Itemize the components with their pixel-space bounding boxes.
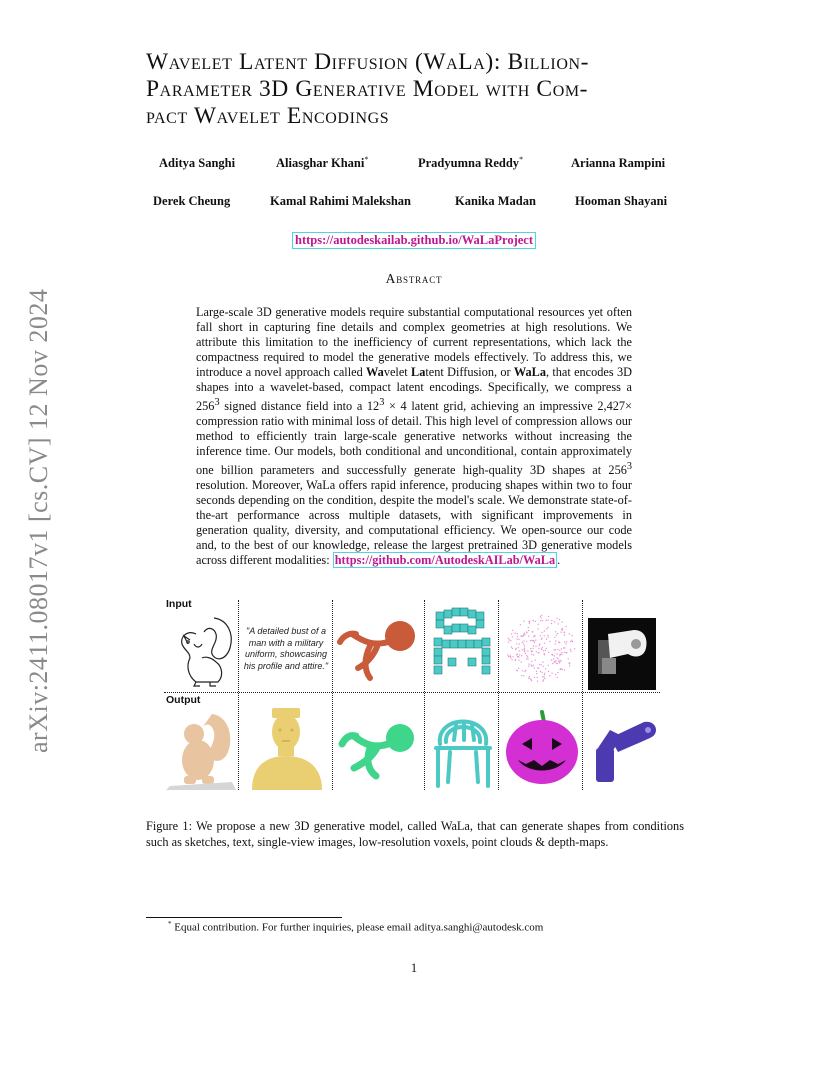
point-cloud-dot bbox=[538, 652, 539, 653]
title-line-2: Parameter 3D Generative Model with Com- bbox=[146, 76, 589, 102]
point-cloud-dot bbox=[570, 649, 571, 650]
point-cloud-dot bbox=[525, 670, 526, 671]
point-cloud-dot bbox=[564, 632, 565, 633]
point-cloud-dot bbox=[533, 620, 534, 621]
point-cloud-dot bbox=[511, 646, 512, 647]
point-cloud-dot bbox=[528, 663, 529, 664]
point-cloud-dot bbox=[524, 671, 525, 672]
point-cloud-dot bbox=[544, 643, 545, 644]
point-cloud-dot bbox=[540, 635, 541, 636]
point-cloud-dot bbox=[554, 637, 555, 638]
point-cloud-dot bbox=[531, 651, 532, 652]
point-cloud-dot bbox=[561, 632, 562, 633]
point-cloud-dot bbox=[526, 658, 527, 659]
point-cloud-dot bbox=[564, 669, 565, 670]
point-cloud-dot bbox=[507, 654, 508, 655]
point-cloud-dot bbox=[544, 653, 545, 654]
point-cloud-dot bbox=[516, 638, 517, 639]
point-cloud-dot bbox=[546, 648, 547, 649]
point-cloud-dot bbox=[543, 679, 544, 680]
point-cloud-dot bbox=[524, 648, 525, 649]
point-cloud-dot bbox=[559, 655, 560, 656]
point-cloud-dot bbox=[555, 662, 556, 663]
point-cloud-dot bbox=[519, 654, 520, 655]
point-cloud-dot bbox=[544, 630, 545, 631]
point-cloud-dot bbox=[540, 671, 541, 672]
point-cloud-dot bbox=[559, 650, 560, 651]
point-cloud-dot bbox=[533, 645, 534, 646]
squirrel-output bbox=[166, 706, 236, 790]
point-cloud-dot bbox=[541, 649, 542, 650]
point-cloud-dot bbox=[524, 645, 525, 646]
point-cloud-dot bbox=[551, 620, 552, 621]
point-cloud-dot bbox=[571, 640, 572, 641]
point-cloud-dot bbox=[547, 627, 548, 628]
point-cloud-dot bbox=[525, 653, 526, 654]
author-name: Derek Cheung bbox=[153, 194, 231, 209]
point-cloud-dot bbox=[545, 650, 546, 651]
point-cloud-dot bbox=[551, 623, 552, 624]
point-cloud-dot bbox=[555, 649, 556, 650]
point-cloud-dot bbox=[511, 633, 512, 634]
point-cloud-dot bbox=[556, 634, 557, 635]
author-name: Hooman Shayani bbox=[575, 194, 668, 209]
point-cloud-dot bbox=[555, 643, 556, 644]
point-cloud-dot bbox=[537, 628, 538, 629]
figurine-output bbox=[336, 712, 422, 784]
point-cloud-dot bbox=[543, 676, 544, 677]
point-cloud-dot bbox=[535, 621, 536, 622]
point-cloud-dot bbox=[520, 635, 521, 636]
point-cloud-dot bbox=[555, 674, 556, 675]
point-cloud-dot bbox=[522, 649, 523, 650]
point-cloud-dot bbox=[535, 639, 536, 640]
point-cloud-dot bbox=[528, 630, 529, 631]
point-cloud-dot bbox=[518, 639, 519, 640]
point-cloud-dot bbox=[540, 617, 541, 618]
point-cloud-dot bbox=[548, 616, 549, 617]
point-cloud-dot bbox=[559, 661, 560, 662]
point-cloud-dot bbox=[570, 651, 571, 652]
point-cloud-dot bbox=[536, 673, 537, 674]
point-cloud-dot bbox=[511, 659, 512, 660]
point-cloud-dot bbox=[561, 629, 562, 630]
point-cloud-dot bbox=[561, 654, 562, 655]
point-cloud-dot bbox=[544, 678, 545, 679]
point-cloud-dot bbox=[523, 675, 524, 676]
point-cloud-dot bbox=[508, 642, 509, 643]
point-cloud-dot bbox=[548, 671, 549, 672]
point-cloud-dot bbox=[509, 639, 510, 640]
point-cloud-dot bbox=[531, 661, 532, 662]
footnote: * Equal contribution. For further inquiries, please email aditya.sanghi@autodesk.com bbox=[168, 920, 544, 934]
point-cloud-dot bbox=[546, 628, 547, 629]
point-cloud-dot bbox=[548, 665, 549, 666]
column-separator bbox=[332, 600, 333, 790]
depth-map-input bbox=[588, 618, 656, 690]
author-name: Kanika Madan bbox=[455, 194, 536, 209]
point-cloud-dot bbox=[561, 621, 562, 622]
point-cloud-dot bbox=[562, 669, 563, 670]
point-cloud-dot bbox=[557, 677, 558, 678]
author-name: Arianna Rampini bbox=[571, 156, 666, 171]
point-cloud-dot bbox=[518, 647, 519, 648]
point-cloud-dot bbox=[527, 650, 528, 651]
point-cloud-dot bbox=[557, 663, 558, 664]
point-cloud-dot bbox=[514, 633, 515, 634]
pumpkin-output bbox=[502, 706, 580, 788]
point-cloud-dot bbox=[528, 678, 529, 679]
point-cloud-dot bbox=[542, 680, 543, 681]
point-cloud-dot bbox=[520, 624, 521, 625]
point-cloud-dot bbox=[522, 670, 523, 671]
page-number: 1 bbox=[410, 961, 418, 975]
point-cloud-dot bbox=[510, 657, 511, 658]
figure-caption: Figure 1: We propose a new 3D generative model, called WaLa, that can generate shapes from conditions such as sketches, text, single-view images, low-resolution voxels, point clouds & depth-maps. bbox=[146, 819, 684, 849]
point-cloud-dot bbox=[523, 621, 524, 622]
point-cloud-dot bbox=[557, 623, 558, 624]
point-cloud-dot bbox=[529, 678, 530, 679]
point-cloud-dot bbox=[518, 656, 519, 657]
point-cloud-dot bbox=[527, 656, 528, 657]
point-cloud-dot bbox=[519, 650, 520, 651]
point-cloud-dot bbox=[540, 620, 541, 621]
point-cloud-dot bbox=[533, 648, 534, 649]
bracket-output bbox=[588, 708, 658, 786]
point-cloud-dot bbox=[544, 674, 545, 675]
voxel-chair-input bbox=[428, 604, 494, 688]
point-cloud-dot bbox=[565, 643, 566, 644]
abstract-heading: Abstract bbox=[385, 271, 443, 286]
point-cloud-dot bbox=[546, 620, 547, 621]
point-cloud-dot bbox=[559, 654, 560, 655]
point-cloud-dot bbox=[512, 656, 513, 657]
point-cloud-dot bbox=[544, 635, 545, 636]
point-cloud-dot bbox=[536, 651, 537, 652]
point-cloud-dot bbox=[542, 647, 543, 648]
bust-output bbox=[244, 704, 328, 790]
point-cloud-dot bbox=[549, 675, 550, 676]
point-cloud-dot bbox=[561, 648, 562, 649]
point-cloud-dot bbox=[540, 616, 541, 617]
point-cloud-dot bbox=[542, 661, 543, 662]
output-row-label: Output bbox=[166, 694, 201, 706]
point-cloud-dot bbox=[516, 643, 517, 644]
project-page-link[interactable]: https://autodeskailab.github.io/WaLaProject bbox=[292, 232, 536, 249]
footnote-rule bbox=[146, 917, 342, 918]
point-cloud-dot bbox=[541, 672, 542, 673]
text-prompt-input: "A detailed bust of a man with a military uniform, showcasing his profile and attire." bbox=[243, 626, 329, 671]
point-cloud-dot bbox=[558, 641, 559, 642]
point-cloud-dot bbox=[534, 635, 535, 636]
point-cloud-dot bbox=[539, 643, 540, 644]
point-cloud-dot bbox=[533, 636, 534, 637]
point-cloud-dot bbox=[547, 620, 548, 621]
point-cloud-dot bbox=[524, 651, 525, 652]
point-cloud-dot bbox=[541, 664, 542, 665]
point-cloud-dot bbox=[560, 660, 561, 661]
point-cloud-dot bbox=[530, 648, 531, 649]
point-cloud-dot bbox=[508, 638, 509, 639]
point-cloud-dot bbox=[569, 665, 570, 666]
point-cloud-dot bbox=[526, 641, 527, 642]
point-cloud-dot bbox=[519, 643, 520, 644]
author-name: Aliasghar Khani* bbox=[276, 155, 369, 171]
point-cloud-dot bbox=[542, 676, 543, 677]
point-cloud-dot bbox=[552, 654, 553, 655]
point-cloud-dot bbox=[559, 619, 560, 620]
row-separator bbox=[164, 692, 660, 693]
point-cloud-dot bbox=[534, 642, 535, 643]
point-cloud-dot bbox=[531, 680, 532, 681]
point-cloud-dot bbox=[554, 649, 555, 650]
point-cloud-dot bbox=[539, 645, 540, 646]
point-cloud-dot bbox=[537, 677, 538, 678]
point-cloud-dot bbox=[542, 620, 543, 621]
point-cloud-dot bbox=[528, 621, 529, 622]
point-cloud-dot bbox=[551, 673, 552, 674]
point-cloud-dot bbox=[533, 640, 534, 641]
point-cloud-dot bbox=[534, 667, 535, 668]
code-repository-link[interactable]: https://github.com/AutodeskAILab/WaLa bbox=[334, 553, 556, 568]
point-cloud-dot bbox=[527, 658, 528, 659]
point-cloud-dot bbox=[568, 658, 569, 659]
point-cloud-dot bbox=[555, 631, 556, 632]
point-cloud-dot bbox=[536, 671, 537, 672]
author-name: Aditya Sanghi bbox=[159, 156, 236, 171]
point-cloud-dot bbox=[521, 655, 522, 656]
point-cloud-dot bbox=[570, 641, 571, 642]
point-cloud-dot bbox=[555, 660, 556, 661]
point-cloud-dot bbox=[557, 658, 558, 659]
point-cloud-dot bbox=[510, 655, 511, 656]
point-cloud-dot bbox=[508, 656, 509, 657]
point-cloud-dot bbox=[528, 636, 529, 637]
point-cloud-dot bbox=[552, 663, 553, 664]
point-cloud-dot bbox=[517, 670, 518, 671]
point-cloud-dot bbox=[554, 655, 555, 656]
point-cloud-dot bbox=[551, 659, 552, 660]
point-cloud-dot bbox=[539, 664, 540, 665]
point-cloud-dot bbox=[534, 677, 535, 678]
point-cloud-dot bbox=[543, 650, 544, 651]
point-cloud-dot bbox=[523, 635, 524, 636]
point-cloud-dot bbox=[530, 640, 531, 641]
chair-output bbox=[430, 704, 496, 790]
point-cloud-dot bbox=[553, 658, 554, 659]
point-cloud-dot bbox=[535, 660, 536, 661]
sketch-squirrel-input bbox=[166, 612, 236, 690]
point-cloud-dot bbox=[531, 640, 532, 641]
point-cloud-dot bbox=[548, 652, 549, 653]
point-cloud-dot bbox=[512, 630, 513, 631]
point-cloud-dot bbox=[529, 623, 530, 624]
point-cloud-dot bbox=[518, 660, 519, 661]
point-cloud-dot bbox=[517, 653, 518, 654]
point-cloud-dot bbox=[522, 642, 523, 643]
abstract-text: Large-scale 3D generative models require substantial computational resources yet often fall short in capturing fine details and complex geometries at high resolutions. We attribute this limitation to the inefficiency of current representations, which lack the compactness required to model the generative models effectively. To address this, we introduce a novel approach called Wavelet Latent Diffusion, or WaLa, that encodes 3D shapes into a wavelet-based, compact latent encodings. Specifically, we compress a $256^3$ signed distance field into a $12^3 \times 4$ latent grid, achieving an impressive 2,427× compression ratio with minimal loss of detail. This high level of compression allows our method to efficiently train large-scale generative networks without increasing the inference time. Our models, both conditional and unconditional, contain approximately one billion parameters and successfully generate high-quality 3D shapes at $256^3$ resolution. Moreover, WaLa offers rapid inference, producing shapes within two to four seconds depending on the condition, despite the model's scale. We demonstrate state-of-the-art performance across multiple datasets, with significant improvements in generation quality, diversity, and computational efficiency. We open-source our code and, to the best of our knowledge, release the largest pretrained 3D generative models across different modalities: https://github.com/AutodeskAILab/WaLa . bbox=[196, 305, 632, 568]
point-cloud-dot bbox=[523, 649, 524, 650]
point-cloud-dot bbox=[569, 662, 570, 663]
point-cloud-dot bbox=[521, 675, 522, 676]
point-cloud-dot bbox=[564, 634, 565, 635]
column-separator bbox=[582, 600, 583, 790]
point-cloud-dot bbox=[563, 647, 564, 648]
point-cloud-dot bbox=[512, 636, 513, 637]
point-cloud-dot bbox=[512, 648, 513, 649]
point-cloud-dot bbox=[548, 637, 549, 638]
point-cloud-dot bbox=[557, 672, 558, 673]
point-cloud-dot bbox=[516, 648, 517, 649]
point-cloud-dot bbox=[549, 641, 550, 642]
point-cloud-dot bbox=[526, 631, 527, 632]
figurine-image-input bbox=[334, 612, 422, 686]
point-cloud-dot bbox=[572, 641, 573, 642]
point-cloud-dot bbox=[546, 639, 547, 640]
point-cloud-dot bbox=[541, 638, 542, 639]
title-line-1: Wavelet Latent Diffusion (WaLa): Billion- bbox=[146, 49, 590, 75]
point-cloud-dot bbox=[564, 652, 565, 653]
point-cloud-dot bbox=[547, 635, 548, 636]
point-cloud-dot bbox=[533, 654, 534, 655]
point-cloud-dot bbox=[574, 648, 575, 649]
column-separator bbox=[424, 600, 425, 790]
point-cloud-dot bbox=[561, 652, 562, 653]
point-cloud-dot bbox=[556, 653, 557, 654]
point-cloud-dot bbox=[555, 640, 556, 641]
point-cloud-dot bbox=[531, 654, 532, 655]
figure-1 bbox=[164, 596, 660, 796]
point-cloud-dot bbox=[517, 656, 518, 657]
input-row-label: Input bbox=[166, 598, 192, 610]
point-cloud-dot bbox=[517, 636, 518, 637]
point-cloud-dot bbox=[521, 661, 522, 662]
point-cloud-dot bbox=[565, 626, 566, 627]
point-cloud-input bbox=[504, 610, 578, 686]
point-cloud-dot bbox=[554, 661, 555, 662]
paper-title bbox=[146, 49, 686, 130]
point-cloud-dot bbox=[541, 632, 542, 633]
point-cloud-dot bbox=[537, 680, 538, 681]
point-cloud-dot bbox=[545, 668, 546, 669]
point-cloud-dot bbox=[526, 655, 527, 656]
point-cloud-dot bbox=[543, 666, 544, 667]
point-cloud-dot bbox=[524, 634, 525, 635]
point-cloud-dot bbox=[530, 664, 531, 665]
point-cloud-dot bbox=[537, 667, 538, 668]
point-cloud-dot bbox=[554, 621, 555, 622]
point-cloud-dot bbox=[529, 676, 530, 677]
point-cloud-dot bbox=[528, 627, 529, 628]
point-cloud-dot bbox=[541, 615, 542, 616]
point-cloud-dot bbox=[557, 649, 558, 650]
point-cloud-dot bbox=[523, 643, 524, 644]
column-separator bbox=[238, 600, 239, 790]
point-cloud-dot bbox=[518, 668, 519, 669]
point-cloud-dot bbox=[515, 660, 516, 661]
point-cloud-dot bbox=[532, 631, 533, 632]
point-cloud-dot bbox=[544, 673, 545, 674]
point-cloud-dot bbox=[557, 633, 558, 634]
point-cloud-dot bbox=[510, 640, 511, 641]
point-cloud-dot bbox=[571, 635, 572, 636]
point-cloud-dot bbox=[538, 624, 539, 625]
point-cloud-dot bbox=[535, 646, 536, 647]
author-name: Kamal Rahimi Malekshan bbox=[270, 194, 411, 209]
point-cloud-dot bbox=[569, 633, 570, 634]
author-name: Pradyumna Reddy* bbox=[418, 155, 524, 171]
arxiv-identifier: arXiv:2411.08017v1 [cs.CV] 12 Nov 2024 bbox=[24, 288, 53, 754]
point-cloud-dot bbox=[523, 640, 524, 641]
point-cloud-dot bbox=[517, 633, 518, 634]
point-cloud-dot bbox=[560, 668, 561, 669]
point-cloud-dot bbox=[538, 648, 539, 649]
point-cloud-dot bbox=[556, 618, 557, 619]
title-line-3: pact Wavelet Encodings bbox=[146, 103, 390, 129]
point-cloud-dot bbox=[533, 665, 534, 666]
point-cloud-dot bbox=[528, 666, 529, 667]
point-cloud-dot bbox=[524, 633, 525, 634]
point-cloud-dot bbox=[531, 666, 532, 667]
point-cloud-dot bbox=[565, 652, 566, 653]
point-cloud-dot bbox=[564, 641, 565, 642]
column-separator bbox=[498, 600, 499, 790]
point-cloud-dot bbox=[566, 641, 567, 642]
